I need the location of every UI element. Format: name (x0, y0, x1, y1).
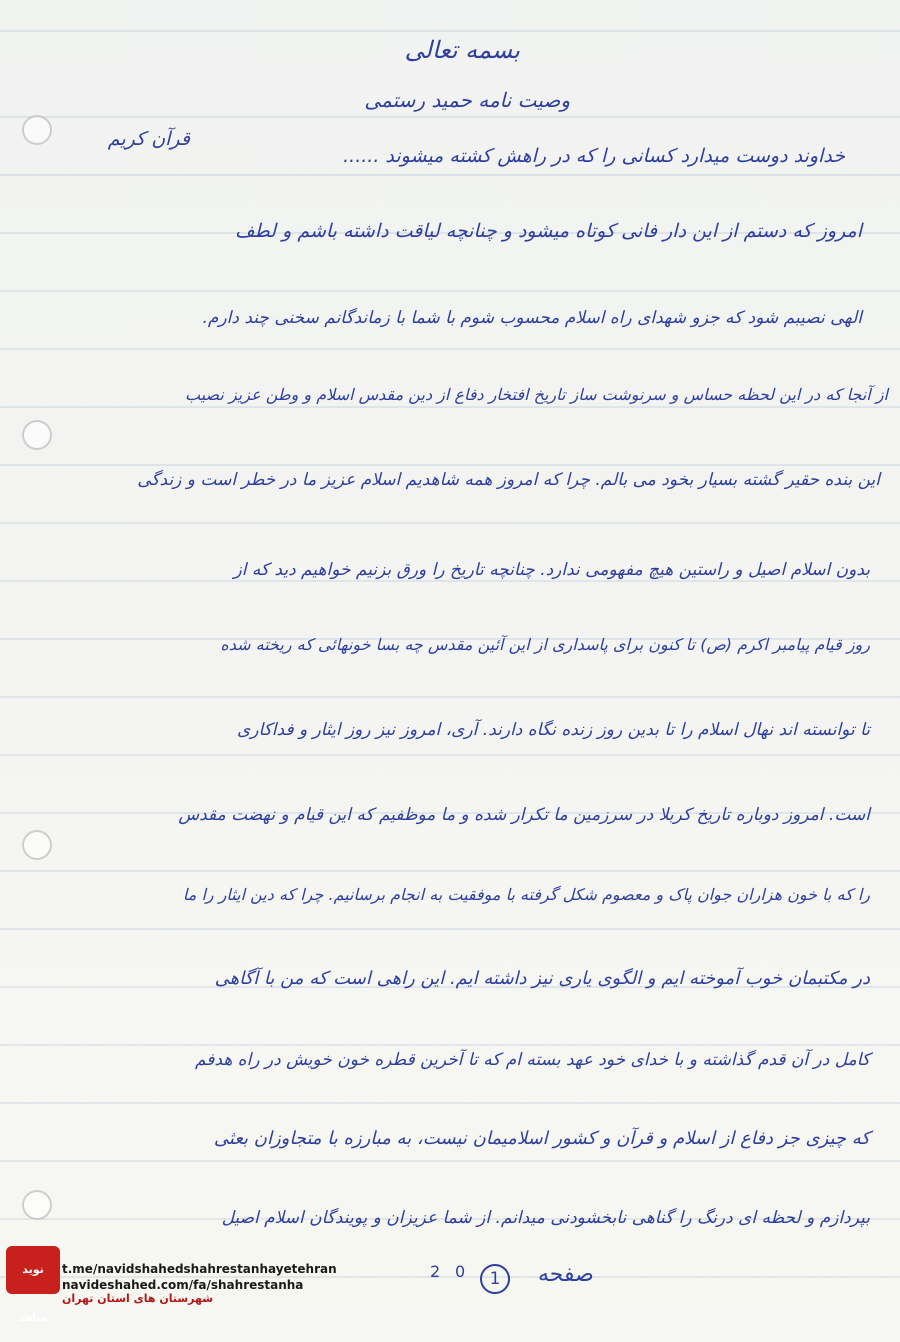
handwritten-line: بدون اسلام اصیل و راستین هیچ مفهومی ندارد. چنانچه تاریخ را ورق بزنیم خواهیم دید که از (233, 560, 870, 580)
handwritten-line: است. امروز دوباره تاریخ کربلا در سرزمین ما تکرار شده و ما موظفیم که این قیام و نهضت مقدس (178, 805, 870, 825)
binder-hole (22, 420, 52, 450)
quran-reference: قرآن کریم (107, 128, 190, 150)
watermark-telegram: t.me/navidshahedshahrestanhayetehran (62, 1262, 337, 1276)
handwritten-line: تا توانسته اند نهال اسلام را تا بدین روز زنده نگاه دارند. آری، امروز نیز روز ایثار و فداکاری (237, 720, 870, 740)
handwritten-line: را که با خون هزاران جوان پاک و معصوم شکل گرفته با موفقیت به انجام برسانیم. چرا که دین ایثار را ما (182, 885, 870, 904)
watermark-logo: نوید شاهد (6, 1246, 60, 1294)
document-subheading: وصیت نامه حمید رستمی (364, 88, 570, 112)
handwritten-line: این بنده حقیر گشته بسیار بخود می بالم. چرا که امروز همه شاهدیم اسلام عزیز ما در خطر است و زندگی (137, 470, 880, 490)
handwritten-line: الهی نصیبم شود که جزو شهدای راه اسلام محسوب شوم با شما با زماندگانم سخنی چند دارم. (202, 308, 862, 328)
handwritten-line: امروز که دستم از این دار فانی کوتاه میشود و چنانچه لیاقت داشته باشم و لطف (235, 220, 862, 242)
handwritten-line: که چیزی جز دفاع از اسلام و قرآن و کشور اسلامیمان نیست، به مبارزه با متجاوزان بعثی (213, 1128, 870, 1149)
watermark (0, 1236, 337, 1324)
handwritten-line: خداوند دوست میدارد کسانی را که در راهش کشته میشوند ...... (343, 145, 845, 167)
watermark-site: navideshahed.com/fa/shahrestanha (62, 1278, 304, 1292)
document-heading: بسمه تعالی (404, 36, 520, 64)
handwritten-line: از آنجا که در این لحظه حساس و سرنوشت ساز تاریخ افتخار دفاع از دین مقدس اسلام و وطن عزیز نصیب (185, 385, 888, 404)
handwritten-line: بپردازم و لحظه ای درنگ را گناهی نابخشودنی میدانم. از شما عزیزان و پویندگان اسلام اصیل (221, 1208, 870, 1228)
handwritten-line: روز قیام پیامبر اکرم (ص) تا کنون برای پاسداری از این آئین مقدس چه بسا خونهائی که ریخته شده (220, 635, 870, 654)
page-mark: 2 (430, 1262, 441, 1281)
page-number: 1 (480, 1264, 510, 1294)
binder-hole (22, 115, 52, 145)
handwritten-line: کامل در آن قدم گذاشته و با خدای خود عهد بسته ام که تا آخرین قطره خون خویش در راه هدفم (194, 1050, 870, 1070)
binder-hole (22, 1190, 52, 1220)
page-label: صفحه (538, 1262, 594, 1287)
watermark-org: شهرستان های استان تهران (62, 1292, 214, 1305)
page-mark: 0 (455, 1262, 466, 1281)
handwritten-line: در مکتبمان خوب آموخته ایم و الگوی یاری نیز داشته ایم. این راهی است که من با آگاهی (214, 968, 870, 989)
binder-hole (22, 830, 52, 860)
